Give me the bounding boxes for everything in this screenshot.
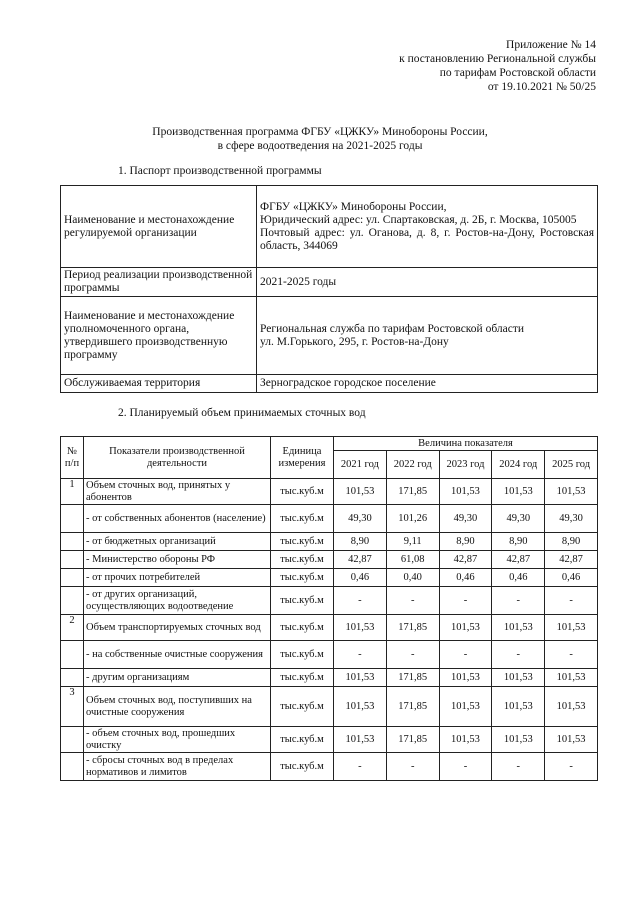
row-unit: тыс.куб.м [271, 687, 334, 727]
row-value: - [492, 641, 545, 669]
header-year: 2024 год [492, 451, 545, 479]
row-indicator: - объем сточных вод, прошедших очистку [84, 727, 271, 753]
table-row [61, 615, 598, 641]
row-number [61, 505, 84, 533]
row-indicator: - от прочих потребителей [84, 569, 271, 587]
row-value: 0,40 [386, 569, 439, 587]
header-year: 2025 год [545, 451, 598, 479]
row-value: 101,53 [545, 615, 598, 641]
row-value: - [545, 587, 598, 615]
row-value: 101,53 [492, 687, 545, 727]
row-value: 42,87 [334, 551, 387, 569]
row-unit: тыс.куб.м [271, 505, 334, 533]
row-indicator: Объем транспортируемых сточных вод [84, 615, 271, 641]
row-value: - [439, 641, 492, 669]
row-number [61, 753, 84, 781]
row-number [61, 669, 84, 687]
row-indicator: - от бюджетных организаций [84, 533, 271, 551]
passport-label: Наименование и местонахождение уполномоченного органа, утвердившего производственную программу [61, 297, 257, 375]
table-row [61, 479, 598, 505]
row-value: 42,87 [439, 551, 492, 569]
row-value: 49,30 [334, 505, 387, 533]
table-row [61, 587, 598, 615]
row-value: 171,85 [386, 687, 439, 727]
passport-value-line: Юридический адрес: ул. Спартаковская, д. 2Б, г. Москва, 105005 [260, 213, 577, 226]
row-value: 101,53 [334, 615, 387, 641]
annex-line: от 19.10.2021 № 50/25 [487, 81, 596, 93]
title-line: в сфере водоотведения на 2021-2025 годы [217, 140, 423, 152]
header-unit: Единица измерения [271, 437, 334, 479]
passport-value [257, 186, 598, 268]
row-unit: тыс.куб.м [271, 587, 334, 615]
row-indicator: - Министерство обороны РФ [84, 551, 271, 569]
table-row [61, 727, 598, 753]
row-value: 101,53 [334, 687, 387, 727]
header-year: 2023 год [439, 451, 492, 479]
row-value: 101,53 [492, 727, 545, 753]
row-value: 101,53 [545, 687, 598, 727]
row-number [61, 551, 84, 569]
row-value: 171,85 [386, 615, 439, 641]
row-value: 0,46 [545, 569, 598, 587]
row-value: 0,46 [439, 569, 492, 587]
row-unit: тыс.куб.м [271, 641, 334, 669]
row-number [61, 641, 84, 669]
row-value: 61,08 [386, 551, 439, 569]
annex-line: Приложение № 14 [506, 39, 596, 51]
row-indicator: Объем сточных вод, поступивших на очистные сооружения [84, 687, 271, 727]
row-value: 101,53 [439, 479, 492, 505]
passport-row [61, 268, 598, 297]
passport-label: Наименование и местонахождение регулируемой организации [61, 186, 257, 268]
row-value: 49,30 [492, 505, 545, 533]
table-row [61, 533, 598, 551]
row-value: 8,90 [439, 533, 492, 551]
row-value: 42,87 [545, 551, 598, 569]
row-value: 101,53 [439, 615, 492, 641]
row-value: - [334, 753, 387, 781]
row-value: 101,53 [439, 669, 492, 687]
table-row [61, 669, 598, 687]
row-value: 8,90 [334, 533, 387, 551]
row-value: 101,53 [439, 687, 492, 727]
title-line: Производственная программа ФГБУ «ЦЖКУ» Минобороны России, [152, 126, 488, 138]
row-unit: тыс.куб.м [271, 533, 334, 551]
passport-value-line: Зерноградское городское поселение [260, 377, 436, 389]
row-value: 101,53 [334, 479, 387, 505]
row-value: - [334, 587, 387, 615]
row-value: 0,46 [334, 569, 387, 587]
row-value: 8,90 [545, 533, 598, 551]
row-indicator: Объем сточных вод, принятых у абонентов [84, 479, 271, 505]
passport-label: Обслуживаемая территория [61, 375, 257, 393]
row-value: 101,26 [386, 505, 439, 533]
row-value: - [386, 641, 439, 669]
table-row [61, 753, 598, 781]
row-value: 49,30 [545, 505, 598, 533]
row-number: 1 [61, 479, 84, 505]
row-unit: тыс.куб.м [271, 669, 334, 687]
passport-value-line: 2021-2025 годы [260, 275, 337, 288]
row-indicator: - от собственных абонентов (население) [84, 505, 271, 533]
row-value: 101,53 [439, 727, 492, 753]
passport-row [61, 186, 598, 268]
passport-value-line: ФГБУ «ЦЖКУ» Минобороны России, [260, 200, 447, 213]
row-unit: тыс.куб.м [271, 551, 334, 569]
header-name: Показатели производственной деятельности [84, 437, 271, 479]
annex-line: по тарифам Ростовской области [439, 67, 596, 79]
row-number [61, 569, 84, 587]
row-unit: тыс.куб.м [271, 479, 334, 505]
passport-value-line: Почтовый адрес: ул. Оганова, д. 8, г. Ростов-на-Дону, Ростовская область, 344069 [260, 226, 594, 252]
passport-value-line: Региональная служба по тарифам Ростовской области [260, 322, 525, 335]
row-unit: тыс.куб.м [271, 753, 334, 781]
passport-value-line: ул. М.Горького, 295, г. Ростов-на-Дону [260, 335, 449, 348]
table-row [61, 569, 598, 587]
table-row [61, 641, 598, 669]
passport-value [257, 297, 598, 375]
row-value: - [545, 641, 598, 669]
row-value: - [439, 587, 492, 615]
row-number [61, 587, 84, 615]
row-value: 101,53 [492, 669, 545, 687]
row-indicator: - на собственные очистные сооружения [84, 641, 271, 669]
row-number [61, 533, 84, 551]
row-value: 101,53 [545, 669, 598, 687]
row-number [61, 727, 84, 753]
row-value: 171,85 [386, 669, 439, 687]
row-value: - [386, 587, 439, 615]
row-indicator: - от других организаций, осуществляющих водоотведение [84, 587, 271, 615]
row-value: - [545, 753, 598, 781]
header-year: 2021 год [334, 451, 387, 479]
row-value: - [386, 753, 439, 781]
header-year: 2022 год [386, 451, 439, 479]
row-value: - [439, 753, 492, 781]
row-value: - [334, 641, 387, 669]
row-value: 171,85 [386, 479, 439, 505]
row-value: 8,90 [492, 533, 545, 551]
passport-table [60, 185, 598, 393]
row-number: 2 [61, 615, 84, 641]
annex-header [399, 38, 596, 94]
section-2-heading: 2. Планируемый объем принимаемых сточных вод [118, 407, 366, 419]
row-value: 101,53 [545, 727, 598, 753]
row-indicator: - сбросы сточных вод в пределах нормативов и лимитов [84, 753, 271, 781]
row-value: - [492, 753, 545, 781]
passport-value [257, 375, 598, 393]
table-row [61, 505, 598, 533]
header-group: Величина показателя [334, 437, 598, 451]
row-indicator: - другим организациям [84, 669, 271, 687]
table-row [61, 687, 598, 727]
passport-label: Период реализации производственной программы [61, 268, 257, 297]
row-value: 101,53 [492, 615, 545, 641]
row-value: 171,85 [386, 727, 439, 753]
table-row [61, 551, 598, 569]
row-value: 49,30 [439, 505, 492, 533]
section-1-heading: 1. Паспорт производственной программы [118, 165, 322, 177]
volume-table [60, 436, 598, 781]
row-value: 101,53 [334, 669, 387, 687]
passport-row [61, 375, 598, 393]
document-title [0, 125, 640, 153]
row-value: 101,53 [334, 727, 387, 753]
annex-line: к постановлению Региональной службы [399, 53, 596, 65]
row-value: 9,11 [386, 533, 439, 551]
row-value: 0,46 [492, 569, 545, 587]
row-unit: тыс.куб.м [271, 615, 334, 641]
passport-value [257, 268, 598, 297]
row-unit: тыс.куб.м [271, 727, 334, 753]
row-value: 101,53 [492, 479, 545, 505]
header-no: № п/п [61, 437, 84, 479]
row-unit: тыс.куб.м [271, 569, 334, 587]
row-value: - [492, 587, 545, 615]
passport-row [61, 297, 598, 375]
row-number: 3 [61, 687, 84, 727]
row-value: 42,87 [492, 551, 545, 569]
row-value: 101,53 [545, 479, 598, 505]
